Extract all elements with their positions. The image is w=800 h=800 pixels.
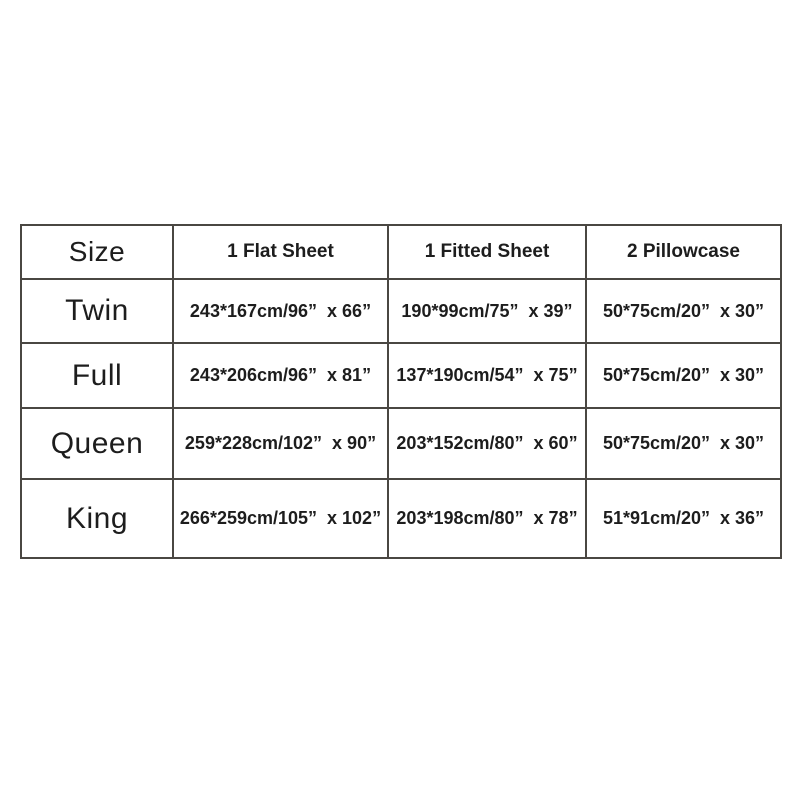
cell-full-pillowcase: 50*75cm/20” x 30” — [586, 343, 781, 408]
row-label-twin: Twin — [21, 279, 173, 343]
cell-full-fitted-sheet: 137*190cm/54” x 75” — [388, 343, 586, 408]
cell-twin-fitted-sheet: 190*99cm/75” x 39” — [388, 279, 586, 343]
table-row-king — [21, 479, 781, 558]
cell-queen-flat-sheet: 259*228cm/102” x 90” — [173, 408, 388, 479]
size-chart — [20, 224, 780, 559]
row-label-full: Full — [21, 343, 173, 408]
cell-king-flat-sheet: 266*259cm/105” x 102” — [173, 479, 388, 558]
cell-queen-fitted-sheet: 203*152cm/80” x 60” — [388, 408, 586, 479]
cell-twin-pillowcase: 50*75cm/20” x 30” — [586, 279, 781, 343]
cell-twin-flat-sheet: 243*167cm/96” x 66” — [173, 279, 388, 343]
column-header-pillowcase: 2 Pillowcase — [586, 225, 781, 279]
column-header-size: Size — [21, 225, 173, 279]
cell-king-fitted-sheet: 203*198cm/80” x 78” — [388, 479, 586, 558]
row-label-king: King — [21, 479, 173, 558]
table-row-twin — [21, 279, 781, 343]
column-header-fitted-sheet: 1 Fitted Sheet — [388, 225, 586, 279]
size-chart-table — [20, 224, 782, 559]
header-row — [21, 225, 781, 279]
row-label-queen: Queen — [21, 408, 173, 479]
cell-full-flat-sheet: 243*206cm/96” x 81” — [173, 343, 388, 408]
cell-king-pillowcase: 51*91cm/20” x 36” — [586, 479, 781, 558]
table-row-full — [21, 343, 781, 408]
cell-queen-pillowcase: 50*75cm/20” x 30” — [586, 408, 781, 479]
table-row-queen — [21, 408, 781, 479]
column-header-flat-sheet: 1 Flat Sheet — [173, 225, 388, 279]
